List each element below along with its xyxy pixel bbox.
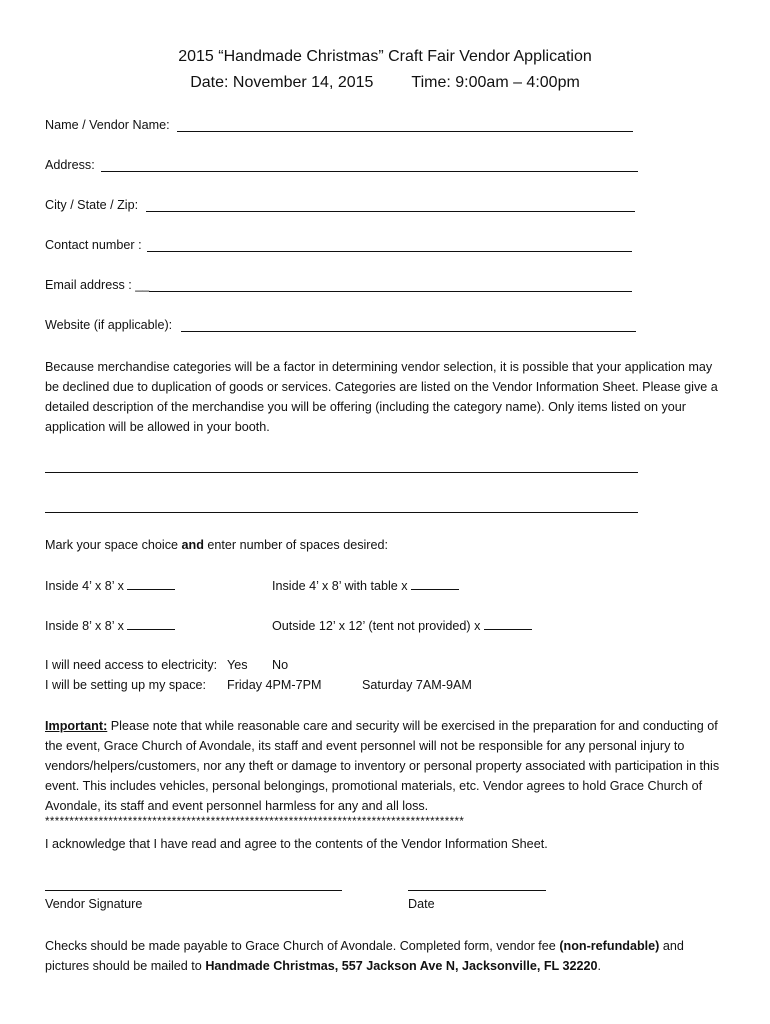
inside-4x8-table-option — [272, 578, 459, 593]
merchandise-description-line-1[interactable] — [45, 472, 638, 473]
setup-saturday-option[interactable]: Saturday 7AM-9AM — [362, 678, 472, 692]
email-label — [45, 278, 149, 292]
setup-friday-option[interactable]: Friday 4PM-7PM — [227, 678, 322, 692]
space-intro-text-end: enter number of spaces desired: — [203, 538, 389, 552]
inside-8x8-label: Inside 8’ x 8’ x — [45, 619, 124, 633]
merchandise-description-line-2[interactable] — [45, 512, 638, 513]
space-intro-text: Mark your space choice — [45, 538, 182, 552]
payment-text-2: and pictures should be mailed to — [45, 939, 684, 973]
important-label: Important: — [45, 719, 108, 733]
acknowledgement-text: I acknowledge that I have read and agree to the contents of the Vendor Information Sheet. — [45, 837, 548, 851]
email-label-text: Email address : — [45, 278, 132, 292]
payment-text-1: Checks should be made payable to Grace Church of Avondale. Completed form, vendor fee — [45, 939, 560, 953]
important-text: Please note that while reasonable care and security will be exercised in the preparation for and conducting of the event, Grace Church of Avondale, its staff and event personnel will not be responsible for any personal injury to vendors/helpers/customers, nor any theft or damage to inventory or personal property associated with participation in this event. This includes vehicles, personal belongings, promotional materials, etc. Vendor agrees to hold Grace Church of Avondale, its staff and event personnel harmless for any and all loss. — [45, 719, 720, 813]
non-refundable-note: (non-refundable) — [559, 939, 660, 953]
inside-4x8-option — [45, 578, 175, 593]
space-choice-instructions — [45, 538, 388, 552]
electricity-no-option[interactable]: No — [272, 658, 289, 672]
payment-instructions — [45, 936, 725, 976]
city-state-zip-field[interactable] — [146, 211, 635, 212]
contact-number-label: Contact number : — [45, 238, 142, 252]
inside-4x8-table-quantity[interactable] — [411, 578, 459, 590]
inside-4x8-label: Inside 4’ x 8’ x — [45, 579, 124, 593]
name-field[interactable] — [177, 131, 633, 132]
email-field[interactable] — [149, 291, 632, 292]
space-intro-bold: and — [181, 538, 204, 552]
important-notice — [45, 716, 725, 816]
inside-8x8-option — [45, 618, 175, 633]
address-field[interactable] — [101, 171, 638, 172]
address-label: Address: — [45, 158, 95, 172]
inside-4x8-table-label: Inside 4’ x 8’ with table x — [272, 579, 408, 593]
merchandise-instructions: Because merchandise categories will be a factor in determining vendor selection, it is possible that your application may be declined due to duplication of goods or services. Categories are listed on the Vendor Information Sheet. Please give a detailed description of the merchandise you will be offering (including the category name). Only items listed on your application will be allowed in your booth. — [45, 360, 718, 434]
outside-12x12-quantity[interactable] — [484, 618, 532, 630]
website-label: Website (if applicable): — [45, 318, 173, 332]
inside-4x8-quantity[interactable] — [127, 578, 175, 590]
payment-text-end: . — [597, 959, 602, 973]
signature-date-label: Date — [408, 897, 435, 911]
name-label: Name / Vendor Name: — [45, 118, 170, 132]
date-time-line — [0, 74, 770, 92]
form-title: 2015 “Handmade Christmas” Craft Fair Vendor Application — [178, 48, 592, 65]
outside-12x12-label: Outside 12’ x 12’ (tent not provided) x — [272, 619, 481, 633]
signature-date-field[interactable] — [408, 890, 546, 891]
city-state-zip-label: City / State / Zip: — [45, 198, 139, 212]
divider-asterisks: ************************************************************************************** — [45, 816, 465, 828]
outside-12x12-option — [272, 618, 532, 633]
website-field[interactable] — [181, 331, 636, 332]
event-time: Time: 9:00am – 4:00pm — [411, 74, 580, 91]
event-date: Date: November 14, 2015 — [190, 74, 374, 91]
vendor-signature-label: Vendor Signature — [45, 897, 143, 911]
setup-question: I will be setting up my space: — [45, 678, 206, 692]
electricity-yes-option[interactable]: Yes — [227, 658, 248, 672]
contact-number-field[interactable] — [147, 251, 632, 252]
vendor-signature-field[interactable] — [45, 890, 342, 891]
mailing-address: Handmade Christmas, 557 Jackson Ave N, Jacksonville, FL 32220 — [205, 959, 598, 973]
electricity-question: I will need access to electricity: — [45, 658, 218, 672]
email-prefix: __ — [135, 278, 150, 292]
inside-8x8-quantity[interactable] — [127, 618, 175, 630]
